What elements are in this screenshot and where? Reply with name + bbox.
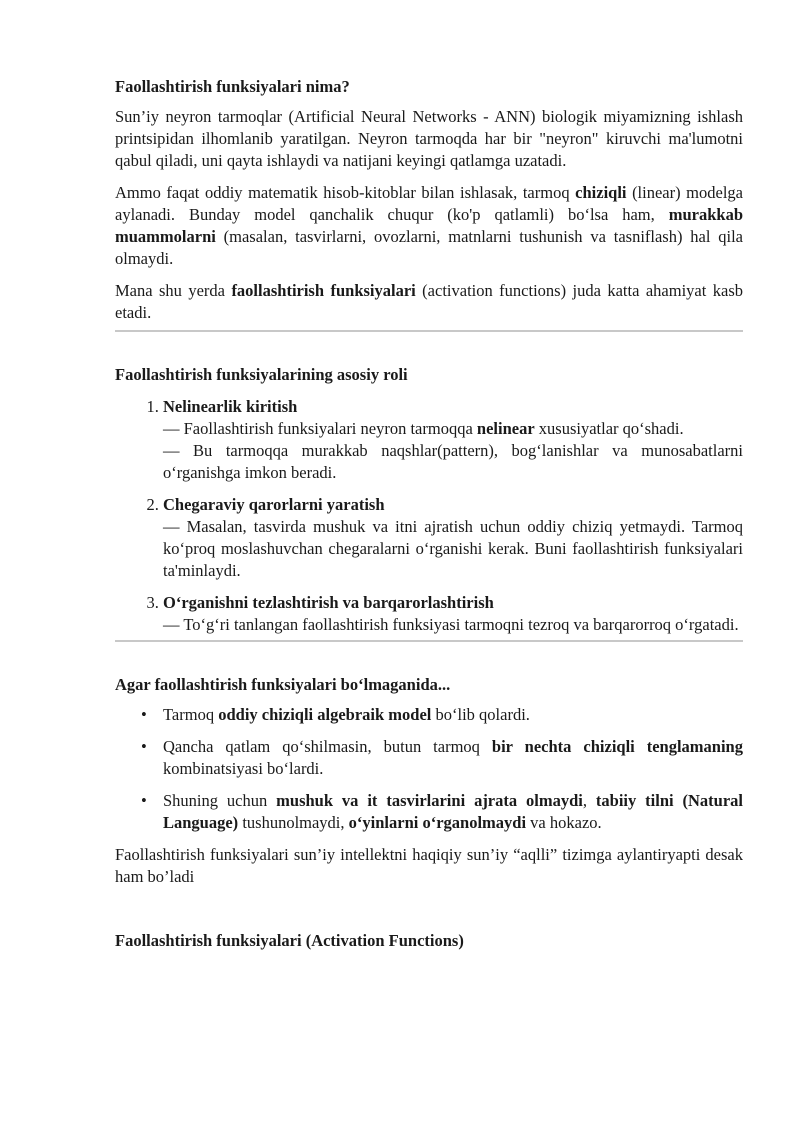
- section-title-main-role: Faollashtirish funksiyalarining asosiy roli: [115, 365, 408, 384]
- text-run: bo‘lib qolardi.: [431, 705, 530, 724]
- list-item-body: — Masalan, tasvirda mushuk va itni ajratish uchun oddiy chiziq yetmaydi. Tarmoq ko‘proq moslashuvchan chegaralarni o‘rganishi kerak. Buni faollashtirish funksiyalari ta'minlaydi.: [163, 517, 743, 580]
- bold-term-complex-problems: murakkab muammolarni: [115, 205, 743, 246]
- list-item-heading: O‘rganishni tezlashtirish va barqarorlashtirish: [163, 593, 494, 612]
- section-divider: [115, 640, 743, 642]
- list-item-heading: Chegaraviy qarorlarni yaratish: [163, 495, 385, 514]
- paragraph-linear-limit: [115, 182, 743, 270]
- list-item: [163, 790, 743, 834]
- text-run: — Faollashtirish funksiyalari neyron tarmoqqa: [163, 419, 477, 438]
- list-item: [163, 704, 743, 726]
- paragraph-importance: [115, 280, 743, 324]
- bold-term-activation-functions: faollashtirish funksiyalari: [231, 281, 416, 300]
- list-item-body: [163, 418, 743, 440]
- list-item: [163, 736, 743, 780]
- document-page: [115, 76, 743, 952]
- list-item-body: — To‘g‘ri tanlangan faollashtirish funksiyasi tarmoqni tezroq va barqarorroq o‘rgatadi.: [163, 615, 739, 634]
- text-run: kombinatsiyasi bo‘lardi.: [163, 759, 324, 778]
- list-item-heading: Nelinearlik kiritish: [163, 397, 298, 416]
- text-run: tushunolmaydi,: [238, 813, 349, 832]
- list-item: [163, 592, 743, 636]
- paragraph-closing: Faollashtirish funksiyalari sun’iy intellektni haqiqiy sun’iy “aqlli” tizimga aylantiryapti desak ham bo’ladi: [115, 845, 743, 886]
- text-run: Ammo faqat oddiy matematik hisob-kitoblar bilan ishlasak, tarmoq: [115, 183, 576, 202]
- list-item: [163, 494, 743, 582]
- text-run: va hokazo.: [526, 813, 602, 832]
- text-run: (linear) modelga aylanadi. Bunday model qanchalik chuqur (ko'p qatlamli) bo‘lsa ham,: [115, 183, 743, 224]
- role-list: [115, 396, 743, 636]
- section-intro: [115, 76, 743, 324]
- text-run: xususiyatlar qo‘shadi.: [534, 419, 684, 438]
- paragraph-ann-intro: Sun’iy neyron tarmoqlar (Artificial Neural Networks - ANN) biologik miyamizning ishlash printsipidan ilhomlanib yaratilgan. Neyron tarmoqda har bir "neyron" kiruvchi ma'lumotni qabul qiladi, uni qayta ishlaydi va natijani keyingi qatlamga uzatadi.: [115, 107, 743, 170]
- text-run: Mana shu yerda: [115, 281, 232, 300]
- list-item: [163, 396, 743, 484]
- text-run: ,: [582, 791, 596, 810]
- text-run: Tarmoq: [163, 705, 219, 724]
- bold-term: bir nechta chiziqli tenglamaning: [491, 737, 743, 756]
- text-run: Qancha qatlam qo‘shilmasin, butun tarmoq: [163, 737, 492, 756]
- bold-term: o‘yinlarni o‘rganolmaydi: [348, 813, 527, 832]
- bold-term-linear: chiziqli: [575, 183, 627, 202]
- text-run: (masalan, tasvirlarni, ovozlarni, matnlarni tushunish va tasniflash) hal qila olmaydi.: [115, 227, 743, 268]
- consequence-list: [115, 704, 743, 834]
- text-run: Shuning uchun: [163, 791, 277, 810]
- section-title-activation-functions: Faollashtirish funksiyalari (Activation Functions): [115, 931, 464, 950]
- bold-term: tabiiy tilni (Natural Language): [163, 791, 743, 832]
- bold-term: oddiy chiziqli algebraik model: [218, 705, 432, 724]
- list-item-body: — Bu tarmoqqa murakkab naqshlar(pattern), bog‘lanishlar va munosabatlarni o‘rganishga imkon beradi.: [163, 441, 743, 482]
- bold-term: mushuk va it tasvirlarini ajrata olmaydi: [276, 791, 583, 810]
- bold-term-nonlinear: nelinear: [476, 419, 535, 438]
- section-divider: [115, 330, 743, 332]
- section-title-without-activation: Agar faollashtirish funksiyalari bo‘lmaganida...: [115, 675, 451, 694]
- section-title-what-is: Faollashtirish funksiyalari nima?: [115, 77, 350, 96]
- text-run: (activation functions) juda katta ahamiyat kasb etadi.: [115, 281, 743, 322]
